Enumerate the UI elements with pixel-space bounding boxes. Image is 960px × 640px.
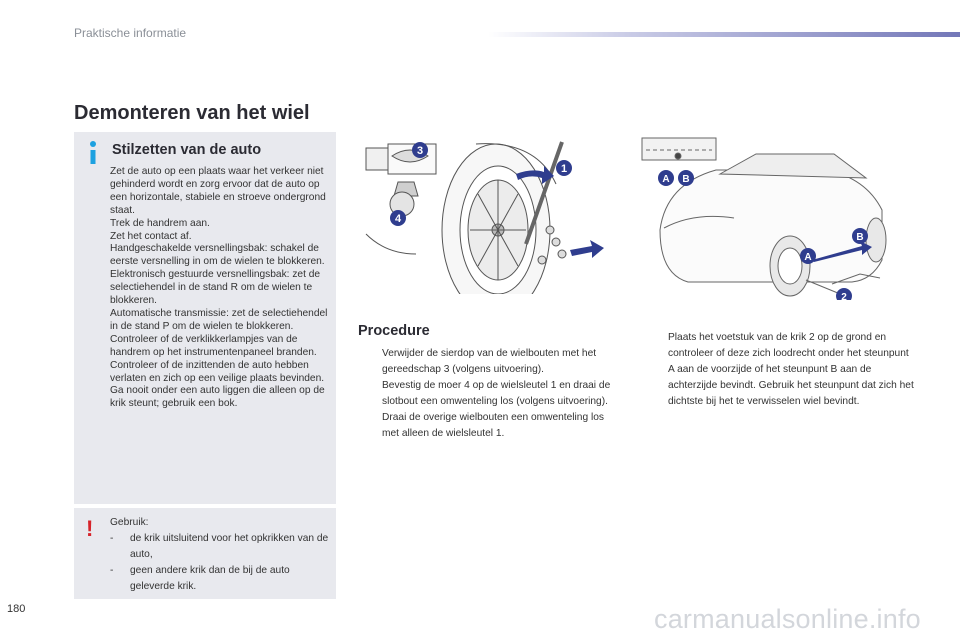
wheel-tools-illustration: [358, 134, 620, 294]
procedure-step-text: Draai de overige wielbouten een omwenteling los met alleen de wielsleutel 1.: [382, 412, 604, 439]
header-section-label: Praktische informatie: [74, 26, 187, 40]
procedure-step: [358, 346, 622, 378]
callout-label: B: [682, 174, 690, 185]
dash-icon: -: [110, 565, 114, 576]
info-paragraph: Handgeschakelde versnellingsbak: schakel de eerste versnelling in om de wielen te blokkeren.: [110, 243, 325, 268]
bullet-icon: [358, 410, 382, 442]
bullet-icon: [358, 346, 382, 378]
info-paragraph: Zet het contact af.: [110, 230, 192, 242]
procedure-step: [358, 410, 622, 442]
procedure-step-jack: [644, 330, 914, 410]
info-paragraph: Ga nooit onder een auto liggen die alleen op de krik steunt; gebruik een bok.: [110, 385, 325, 410]
info-paragraph: Trek de handrem aan.: [110, 217, 210, 229]
callout-label: B: [856, 232, 864, 243]
warning-box: [74, 508, 336, 599]
procedure-step: [358, 378, 622, 410]
callout-label: 4: [394, 213, 402, 225]
watermark: carmanualsonline.info: [654, 604, 921, 634]
procedure-step-text: Verwijder de sierdop van de wielbouten met het gereedschap 3 (volgens uitvoering).: [382, 348, 597, 375]
dash-icon: -: [110, 533, 114, 544]
warning-item: de krik uitsluitend voor het opkrikken van de auto,: [130, 533, 329, 560]
info-paragraph: Elektronisch gestuurde versnellingsbak: zet de selectiehendel in de stand R om de wielen te blokkeren.: [110, 269, 321, 307]
header-gradient-bar: [488, 32, 960, 37]
page-number: 180: [7, 603, 26, 615]
info-paragraph: Automatische transmissie: zet de selectiehendel in de stand P om de wielen te blokkeren.: [110, 307, 328, 332]
procedure-step-text: Plaats het voetstuk van de krik 2 op de grond en controleer of deze zich loodrecht onder het steunpunt A aan de voorzijde of het steunpunt B aan de achterzijde bevindt. Gebruik het steunpunt dat zich het dichtste bij het te verwisselen wiel bevindt.: [668, 332, 914, 407]
info-paragraph: Zet de auto op een plaats waar het verkeer niet gehinderd wordt en zorg ervoor dat de auto op een horizontale, stabiele en stroeve ondergrond staat.: [110, 166, 326, 216]
info-paragraph: Controleer of de inzittenden de auto hebben verlaten en zich op een veilige plaats bevinden.: [110, 359, 325, 384]
callout-label: 3: [416, 145, 424, 157]
procedure-steps: [358, 346, 622, 442]
warning-exclamation-icon: !: [86, 516, 94, 541]
callout-label: 1: [560, 163, 568, 175]
callout-label: 2: [841, 292, 847, 300]
procedure-heading: Procedure: [358, 323, 430, 339]
info-heading: Stilzetten van de auto: [112, 142, 262, 158]
car-jack-illustration: [636, 134, 900, 300]
warning-intro: Gebruik:: [110, 517, 149, 528]
page-title: Demonteren van het wiel: [74, 102, 310, 124]
info-box: [74, 132, 336, 504]
bullet-icon: [358, 378, 382, 410]
info-paragraph: Controleer of de verklikkerlampjes van de handrem op het instrumentenpaneel branden.: [110, 333, 317, 358]
bullet-icon: [644, 330, 668, 410]
info-icon: [84, 140, 102, 166]
info-body: [110, 166, 332, 411]
callout-label: A: [804, 252, 812, 263]
warning-item: geen andere krik dan de bij de auto geleverde krik.: [130, 565, 290, 592]
callout-label: A: [662, 174, 670, 185]
procedure-step-text: Bevestig de moer 4 op de wielsleutel 1 en draai de slotbout een omwenteling los (volgens uitvoering).: [382, 380, 611, 407]
